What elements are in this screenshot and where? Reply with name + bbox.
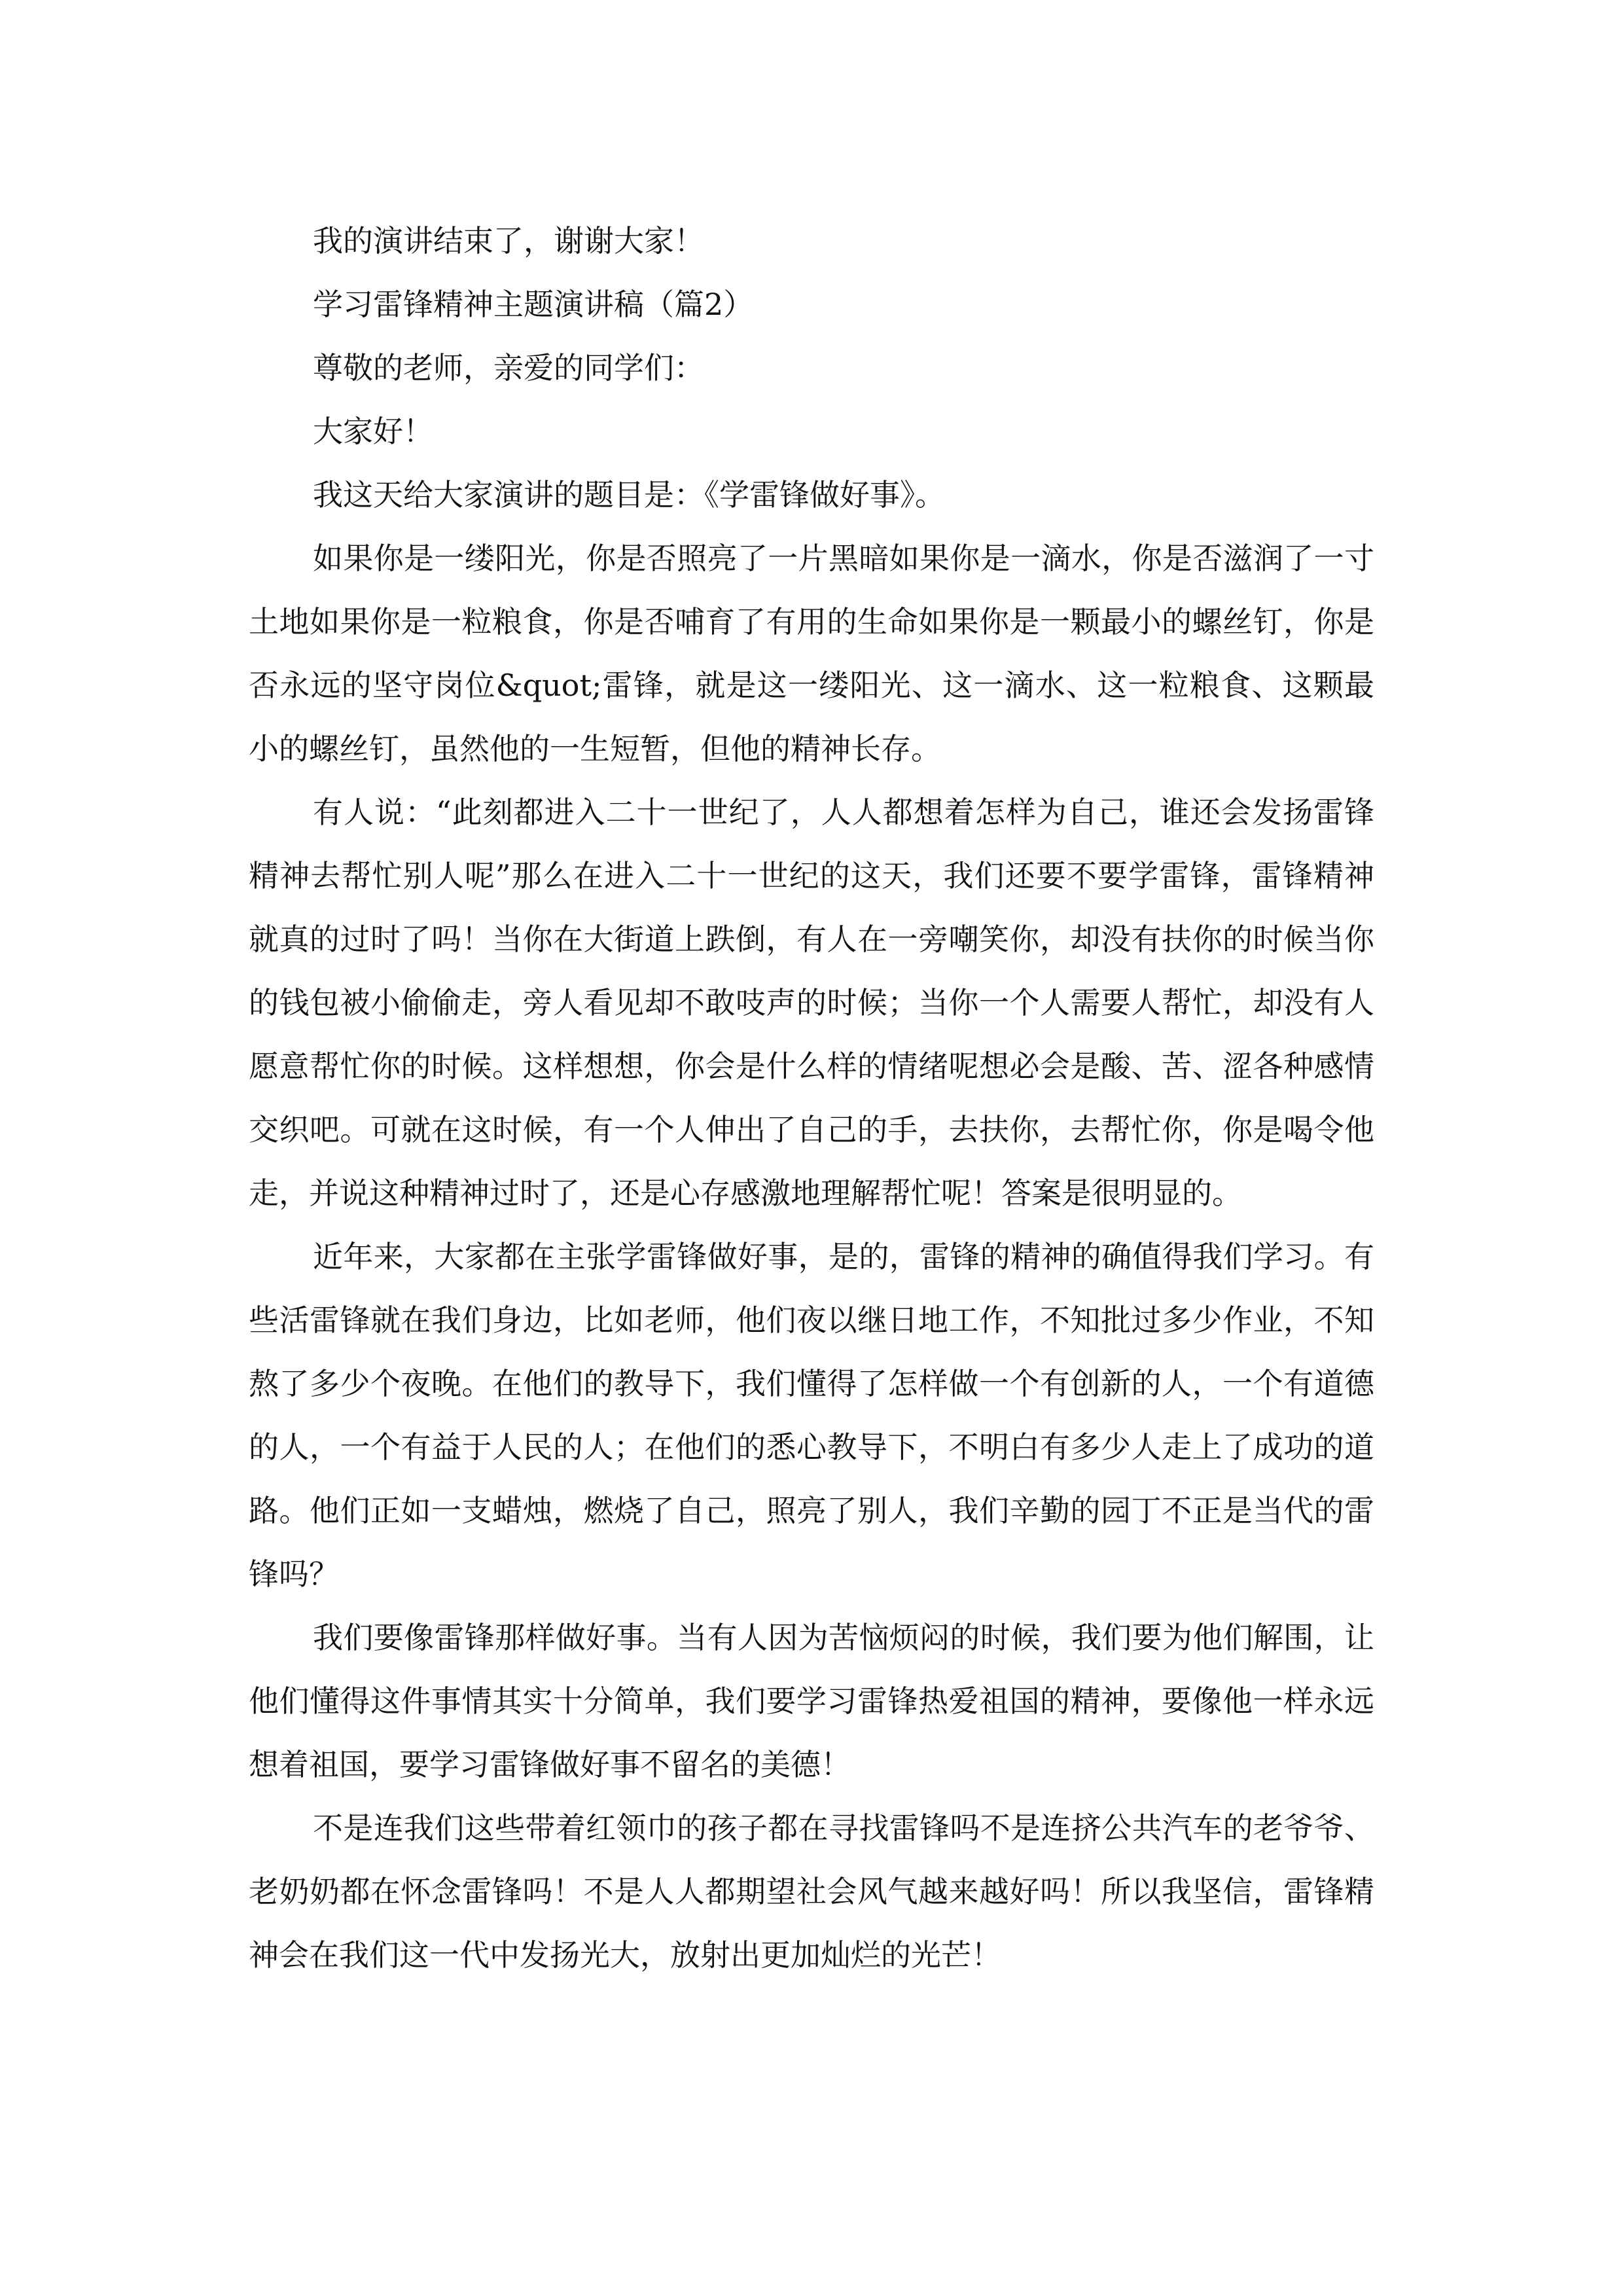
speech-title: 学习雷锋精神主题演讲稿（篇2） [313, 287, 754, 322]
body-paragraph: 有人说：“此刻都进入二十一世纪了，人人都想着怎样为自己，谁还会发扬雷锋精神去帮忙别人呢”那么在进入二十一世纪的这天，我们还要不要学雷锋，雷锋精神就真的过时了吗！当你在大街道上跌倒，有人在一旁嘲笑你，却没有扶你的时候当你的钱包被小偷偷走，旁人看见却不敢吱声的时候；当你一个人需要人帮忙，却没有人愿意帮忙你的时候。这样想想，你会是什么样的情绪呢想必会是酸、苦、涩各种感情交织吧。可就在这时候，有一个人伸出了自己的手，去扶你，去帮忙你，你是喝令他走，并说这种精神过时了，还是心存感激地理解帮忙呢！答案是很明显的。 [249, 795, 1374, 1211]
speech-text-body [249, 209, 1374, 1987]
body-paragraph: 如果你是一缕阳光，你是否照亮了一片黑暗如果你是一滴水，你是否滋润了一寸土地如果你是一粒粮食，你是否哺育了有用的生命如果你是一颗最小的螺丝钉，你是否永远的坚守岗位&quot;雷锋，就是这一缕阳光、这一滴水、这一粒粮食、这颗最小的螺丝钉，虽然他的一生短暂，但他的精神长存。 [249, 541, 1374, 766]
body-paragraph: 不是连我们这些带着红领巾的孩子都在寻找雷锋吗不是连挤公共汽车的老爷爷、老奶奶都在怀念雷锋吗！不是人人都期望社会风气越来越好吗！所以我坚信，雷锋精神会在我们这一代中发扬光大，放射出更加灿烂的光芒！ [249, 1810, 1374, 1973]
salutation: 尊敬的老师，亲爱的同学们： [313, 350, 704, 386]
greeting: 大家好！ [313, 414, 433, 449]
body-paragraph: 我们要像雷锋那样做好事。当有人因为苦恼烦闷的时候，我们要为他们解围，让他们懂得这件事情其实十分简单，我们要学习雷锋热爱祖国的精神，要像他一样永远想着祖国，要学习雷锋做好事不留名的美德！ [249, 1620, 1374, 1782]
closing-remark: 我的演讲结束了，谢谢大家！ [313, 223, 704, 259]
body-paragraph: 近年来，大家都在主张学雷锋做好事，是的，雷锋的精神的确值得我们学习。有些活雷锋就在我们身边，比如老师，他们夜以继日地工作，不知批过多少作业，不知熬了多少个夜晚。在他们的教导下，我们懂得了怎样做一个有创新的人，一个有道德的人，一个有益于人民的人；在他们的悉心教导下，不明白有多少人走上了成功的道路。他们正如一支蜡烛，燃烧了自己，照亮了别人，我们辛勤的园丁不正是当代的雷锋吗？ [249, 1239, 1374, 1592]
topic-line: 我这天给大家演讲的题目是：《学雷锋做好事》。 [313, 477, 945, 512]
